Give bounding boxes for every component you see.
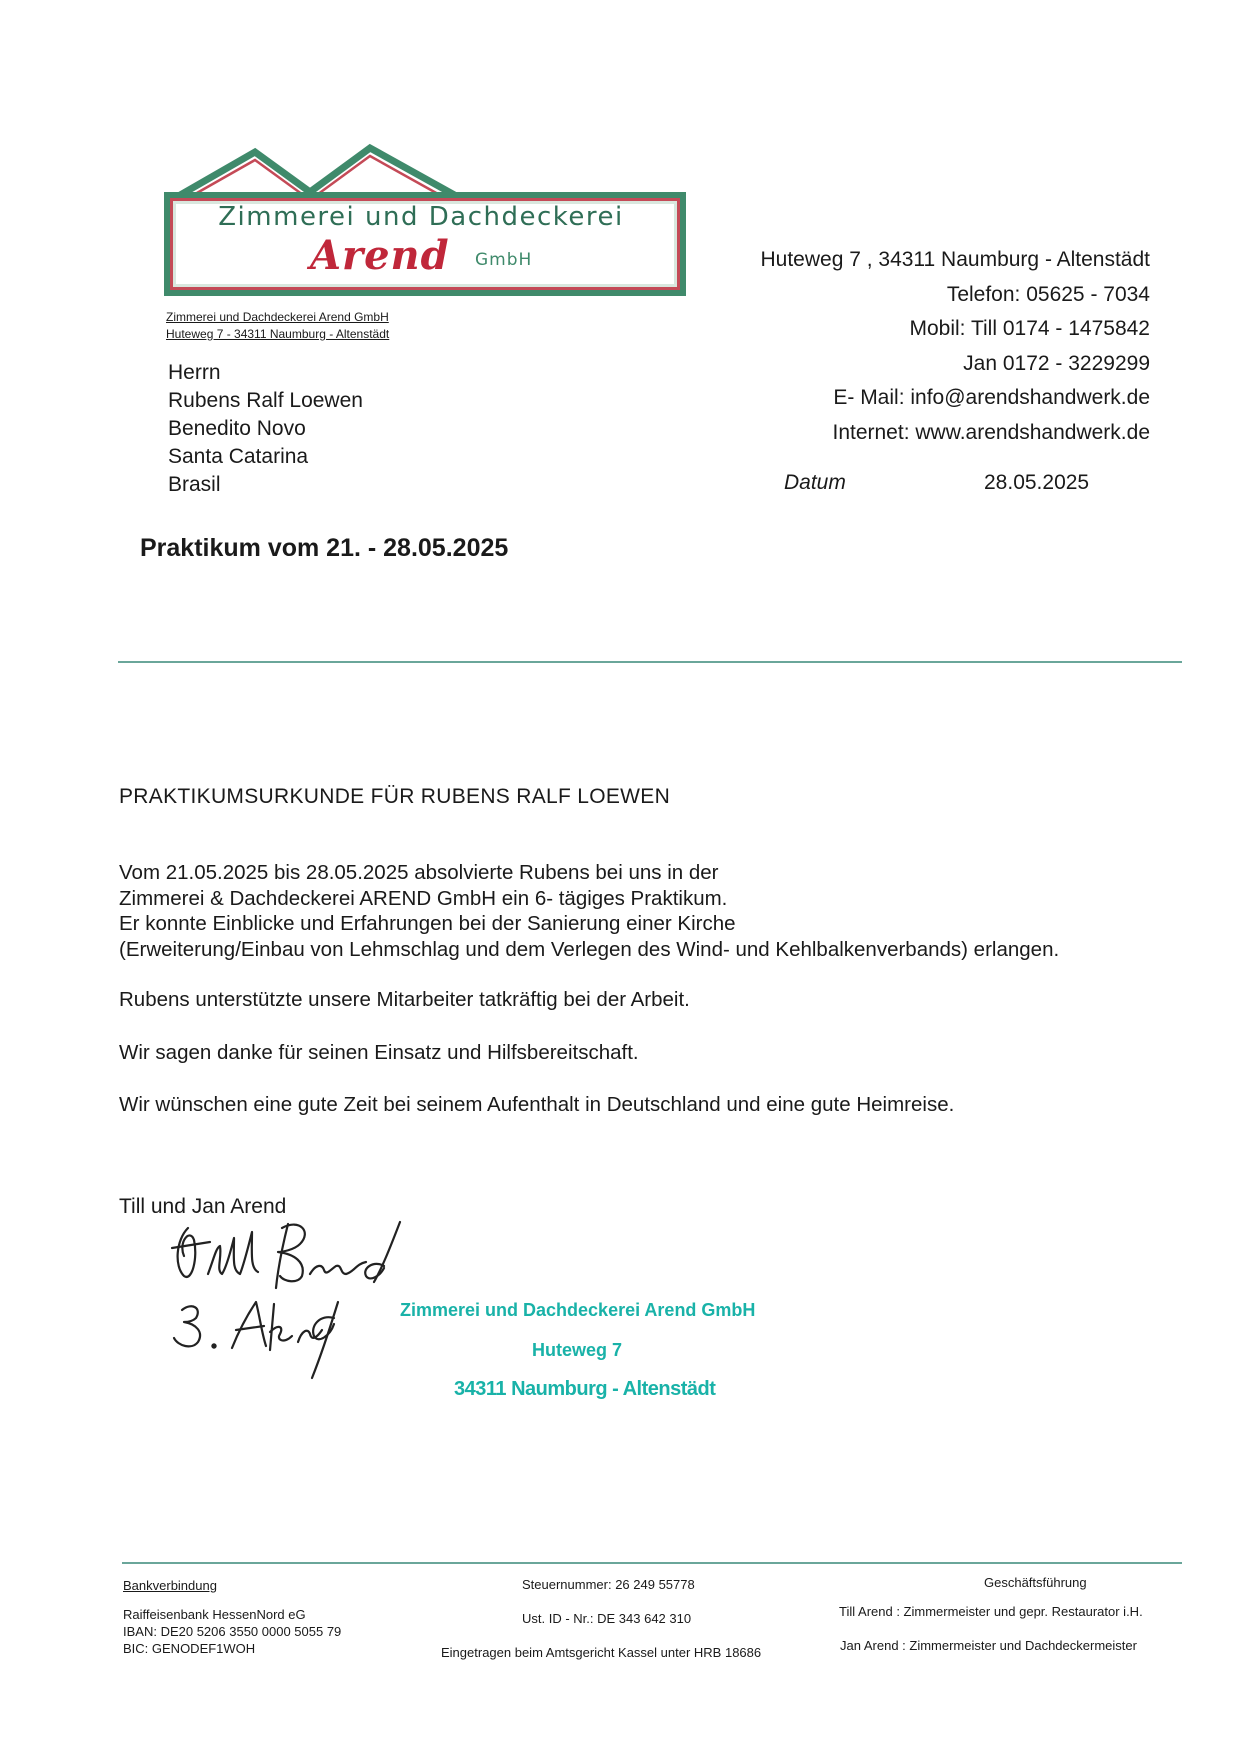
recipient-line: Brasil [168,473,221,496]
logo-title: Zimmerei und Dachdeckerei [218,202,624,232]
body-paragraph-3: Wir sagen danke für seinen Einsatz und Hilfsbereitschaft. [119,1041,639,1064]
footer-management-line: Till Arend : Zimmermeister und gepr. Restaurator i.H. [839,1604,1143,1619]
body-paragraph-2: Rubens unterstützte unsere Mitarbeiter tatkräftig bei der Arbeit. [119,988,690,1011]
sender-line-2: Huteweg 7 - 34311 Naumburg - Altenstädt [166,327,390,341]
footer-vat-id: Ust. ID - Nr.: DE 343 642 310 [522,1611,692,1626]
logo-suffix: GmbH [475,250,533,270]
footer-tax-number: Steuernummer: 26 249 55778 [522,1577,695,1592]
footer-management-line: Jan Arend : Zimmermeister und Dachdeckermeister [840,1638,1137,1653]
body-paragraph-1 [119,860,1199,962]
stamp-line-3: 34311 Naumburg - Altenstädt [454,1378,716,1400]
divider [118,661,1182,663]
body-line: (Erweiterung/Einbau von Lehmschlag und dem Verlegen des Wind- und Kehlbalkenverbands) erlangen. [119,937,1060,961]
recipient-line: Herrn [168,361,221,384]
logo-name: Arend [310,232,450,279]
body-line: Er konnte Einblicke und Erfahrungen bei der Sanierung einer Kirche [119,912,736,935]
footer-register: Eingetragen beim Amtsgericht Kassel unter HRB 18686 [441,1645,762,1660]
body-line: Zimmerei & Dachdeckerei AREND GmbH ein 6- tägiges Praktikum. [119,886,728,910]
footer-bank-details [123,1606,341,1657]
contact-website: Internet: www.arendshandwerk.de [832,420,1150,444]
footer-bank-line: Raiffeisenbank HessenNord eG [123,1607,306,1622]
sender-line-1: Zimmerei und Dachdeckerei Arend GmbH [166,310,389,324]
sender-line [166,309,389,343]
date-value: 28.05.2025 [984,471,1090,494]
recipient-address [168,359,363,499]
footer-divider [122,1562,1182,1564]
signoff: Till und Jan Arend [119,1195,287,1218]
body-paragraph-4: Wir wünschen eine gute Zeit bei seinem Aufenthalt in Deutschland und eine gute Heimreise. [119,1093,955,1116]
contact-address: Huteweg 7 , 34311 Naumburg - Altenstädt [760,248,1150,271]
recipient-line: Benedito Novo [168,417,306,440]
date-label: Datum [784,471,846,494]
contact-phone: Telefon: 05625 - 7034 [946,282,1150,306]
company-logo [160,140,680,290]
contact-email: E- Mail: info@arendshandwerk.de [833,386,1150,409]
subject-line: Praktikum vom 21. - 28.05.2025 [140,534,509,562]
footer-bank-heading: Bankverbindung [123,1578,217,1593]
stamp-line-2: Huteweg 7 [532,1340,623,1360]
body-line: Vom 21.05.2025 bis 28.05.2025 absolvierte Rubens bei uns in der [119,861,719,884]
company-contact [760,243,1150,450]
certificate-title: PRAKTIKUMSURKUNDE FÜR RUBENS RALF LOEWEN [119,785,671,808]
recipient-line: Santa Catarina [168,445,309,468]
contact-mobile-jan: Jan 0172 - 3229299 [963,351,1150,375]
recipient-line: Rubens Ralf Loewen [168,389,363,412]
stamp-line-1: Zimmerei und Dachdeckerei Arend GmbH [400,1300,756,1320]
footer-management-heading: Geschäftsführung [984,1575,1087,1590]
footer-bank-line: BIC: GENODEF1WOH [123,1641,256,1656]
contact-mobile-till: Mobil: Till 0174 - 1475842 [909,317,1150,340]
footer-bank-line: IBAN: DE20 5206 3550 0000 5055 79 [123,1624,342,1639]
